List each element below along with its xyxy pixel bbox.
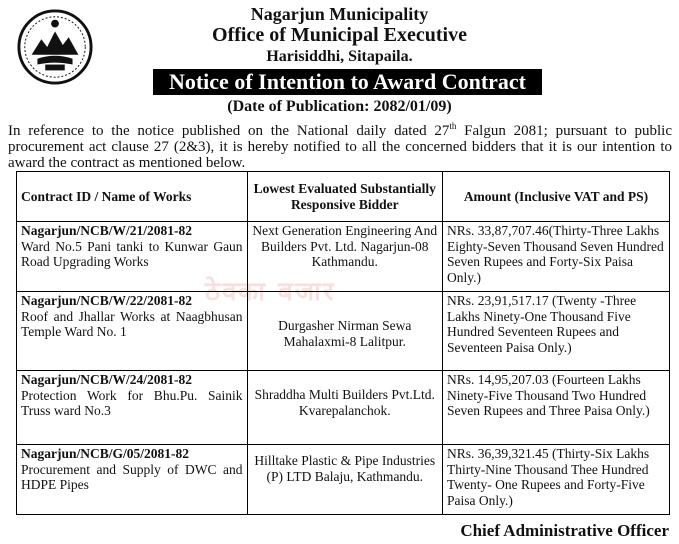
amount-cell: NRs. 23,91,517.17 (Twenty -Three Lakhs Ninety-One Thousand Five Hundred Seventeen Rupees and Seventeen Paisa Only.) [442, 292, 669, 371]
bidder-cell: Durgasher Nirman Sewa Mahalaxmi-8 Lalitpur. [247, 292, 442, 371]
publication-date: (Date of Publication: 2082/01/09) [227, 98, 452, 115]
office-address: Harisiddhi, Sitapaila. [266, 48, 413, 65]
amount-cell: NRs. 33,87,707.46(Thirty-Three Lakhs Eighty-Seven Thousand Seven Hundred Seven Rupees and Forty-Six Paisa Only.) [442, 222, 669, 292]
table-row [17, 292, 670, 371]
bidder-cell: Next Generation Engineering And Builders Pvt. Ltd. Nagarjun-08 Kathmandu. [247, 222, 442, 292]
work-name: Procurement and Supply of DWC and HDPE Pipes [21, 461, 243, 492]
contract-cell [17, 222, 248, 292]
work-name: Protection Work for Bhu.Pu. Sainik Truss ward No.3 [21, 387, 243, 418]
work-name: Roof and Jhallar Works at Naagbhusan Temple Ward No. 1 [21, 308, 243, 339]
contract-table [16, 171, 670, 515]
intro-superscript: th [449, 121, 457, 131]
contract-id: Nagarjun/NCB/G/05/2081-82 [21, 446, 190, 461]
intro-text-1: In reference to the notice published on the National daily dated 27 [8, 123, 450, 139]
work-name: Ward No.5 Pani tanki to Kunwar Gaun Road Upgrading Works [21, 238, 243, 269]
table-header-row [17, 172, 670, 222]
bidder-cell: Hilltake Plastic & Pipe Industries (P) LTD Balaju, Kathmandu. [247, 445, 442, 515]
office-name: Office of Municipal Executive [212, 24, 467, 46]
table-row [17, 222, 670, 292]
notice-title: Notice of Intention to Award Contract [153, 69, 542, 95]
municipality-name: Nagarjun Municipality [250, 4, 429, 24]
contract-cell [17, 445, 248, 515]
table-row [17, 371, 670, 445]
col-header-bidder: Lowest Evaluated Substantially Responsive Bidder [247, 172, 442, 222]
contract-cell [17, 371, 248, 445]
contract-id: Nagarjun/NCB/W/24/2081-82 [21, 372, 193, 387]
amount-cell: NRs. 14,95,207.03 (Fourteen Lakhs Ninety-Five Thousand Two Hundred Seven Rupees and Three Paisa Only.) [442, 371, 669, 445]
table-row [17, 445, 670, 515]
bidder-cell: Shraddha Multi Builders Pvt.Ltd. Kvarepalanchok. [247, 371, 442, 445]
intro-paragraph [8, 118, 672, 171]
col-header-amount: Amount (Inclusive VAT and PS) [442, 172, 669, 222]
contract-cell [17, 292, 248, 371]
contract-id: Nagarjun/NCB/W/22/2081-82 [21, 293, 193, 308]
watermark: ठेक्का बजार [205, 277, 336, 307]
amount-cell: NRs. 36,39,321.45 (Thirty-Six Lakhs Thirty-Nine Thousand Thee Hundred Twenty- One Rupees and Forty-Five Paisa Only.) [442, 445, 669, 515]
contract-id: Nagarjun/NCB/W/21/2081-82 [21, 223, 193, 238]
signatory: Chief Administrative Officer [460, 521, 669, 540]
col-header-contract: Contract ID / Name of Works [17, 172, 248, 222]
intro-text-2: Falgun 2081; pursuant to public procurement act clause 27 (2&3), it is hereby notified to all the concerned bidders that it is our intention to award the contract as mentioned below. [8, 123, 672, 171]
